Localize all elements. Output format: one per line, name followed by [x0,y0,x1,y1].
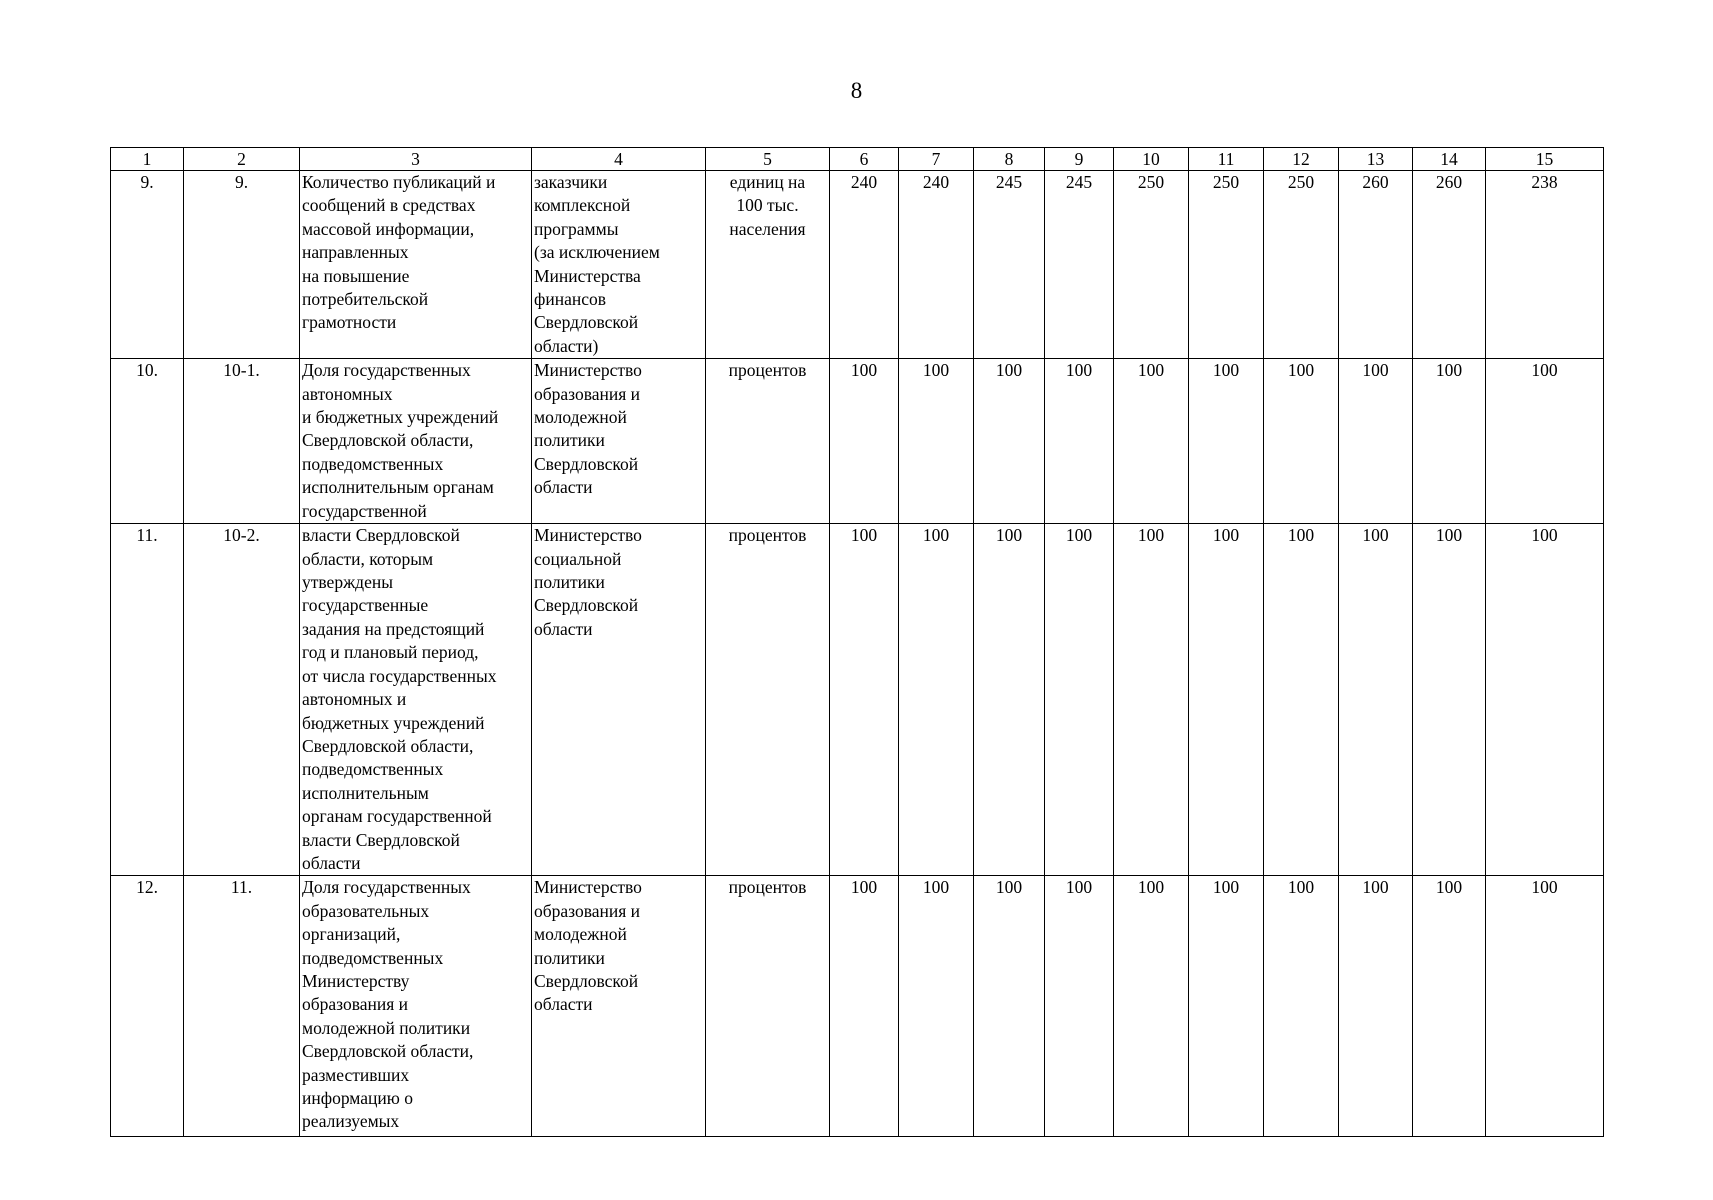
value-cell: 100 [830,524,899,876]
value-cell: 100 [1045,876,1114,1137]
value-cell: 100 [830,876,899,1137]
column-number: 15 [1486,148,1604,171]
value-cell: 260 [1339,171,1413,359]
indicators-table [110,147,1604,1137]
value-cell: 100 [1264,524,1339,876]
value-cell: 100 [899,359,974,524]
column-number: 5 [706,148,830,171]
indicator-number: 11. [184,876,300,1137]
value-cell: 100 [974,876,1045,1137]
table-row [111,524,1604,876]
column-number-row [111,148,1604,171]
column-number: 9 [1045,148,1114,171]
table-row [111,171,1604,359]
indicator-number: 10-2. [184,524,300,876]
value-cell: 240 [899,171,974,359]
value-cell: 100 [1189,876,1264,1137]
row-number: 10. [111,359,184,524]
column-number: 1 [111,148,184,171]
column-number: 11 [1189,148,1264,171]
column-number: 6 [830,148,899,171]
row-number: 12. [111,876,184,1137]
value-cell: 100 [1264,359,1339,524]
indicator-name: власти Свердловской области, которым утверждены государственные задания на предстоящий год и плановый период, от числа государственных автономных и бюджетных учреждений Свердловской области, подведомственных исполнительным органам государственной власти Свердловской области [300,524,532,876]
value-cell: 100 [1339,524,1413,876]
indicator-number: 9. [184,171,300,359]
value-cell: 250 [1264,171,1339,359]
value-cell: 100 [1114,359,1189,524]
column-number: 13 [1339,148,1413,171]
value-cell: 238 [1486,171,1604,359]
column-number: 14 [1413,148,1486,171]
value-cell: 100 [1413,524,1486,876]
value-cell: 260 [1413,171,1486,359]
value-cell: 100 [1189,524,1264,876]
value-cell: 100 [1413,876,1486,1137]
value-cell: 100 [1264,876,1339,1137]
responsible-body: заказчики комплексной программы (за исключением Министерства финансов Свердловской области) [532,171,706,359]
value-cell: 100 [1339,876,1413,1137]
unit-of-measure: процентов [706,524,830,876]
column-number: 3 [300,148,532,171]
indicator-name: Доля государственных автономных и бюджетных учреждений Свердловской области, подведомственных исполнительным органам государственной [300,359,532,524]
value-cell: 100 [1486,359,1604,524]
value-cell: 100 [1189,359,1264,524]
value-cell: 100 [974,359,1045,524]
column-number: 10 [1114,148,1189,171]
column-number: 12 [1264,148,1339,171]
value-cell: 240 [830,171,899,359]
value-cell: 250 [1114,171,1189,359]
unit-of-measure: процентов [706,876,830,1137]
row-number: 11. [111,524,184,876]
value-cell: 100 [1486,876,1604,1137]
value-cell: 245 [1045,171,1114,359]
column-number: 8 [974,148,1045,171]
indicator-number: 10-1. [184,359,300,524]
responsible-body: Министерство образования и молодежной политики Свердловской области [532,876,706,1137]
value-cell: 100 [1413,359,1486,524]
value-cell: 100 [830,359,899,524]
value-cell: 100 [899,524,974,876]
column-number: 2 [184,148,300,171]
value-cell: 250 [1189,171,1264,359]
value-cell: 100 [974,524,1045,876]
value-cell: 245 [974,171,1045,359]
indicator-name: Доля государственных образовательных организаций, подведомственных Министерству образования и молодежной политики Свердловской области, разместивших информацию о реализуемых [300,876,532,1137]
value-cell: 100 [1114,524,1189,876]
unit-of-measure: процентов [706,359,830,524]
value-cell: 100 [899,876,974,1137]
indicator-name: Количество публикаций и сообщений в средствах массовой информации, направленных на повышение потребительской грамотности [300,171,532,359]
row-number: 9. [111,171,184,359]
table-row [111,359,1604,524]
column-number: 4 [532,148,706,171]
page-number: 8 [850,78,863,103]
value-cell: 100 [1486,524,1604,876]
column-number: 7 [899,148,974,171]
responsible-body: Министерство социальной политики Свердловской области [532,524,706,876]
value-cell: 100 [1114,876,1189,1137]
value-cell: 100 [1339,359,1413,524]
value-cell: 100 [1045,524,1114,876]
responsible-body: Министерство образования и молодежной политики Свердловской области [532,359,706,524]
table-row [111,876,1604,1137]
unit-of-measure: единиц на 100 тыс. населения [706,171,830,359]
value-cell: 100 [1045,359,1114,524]
